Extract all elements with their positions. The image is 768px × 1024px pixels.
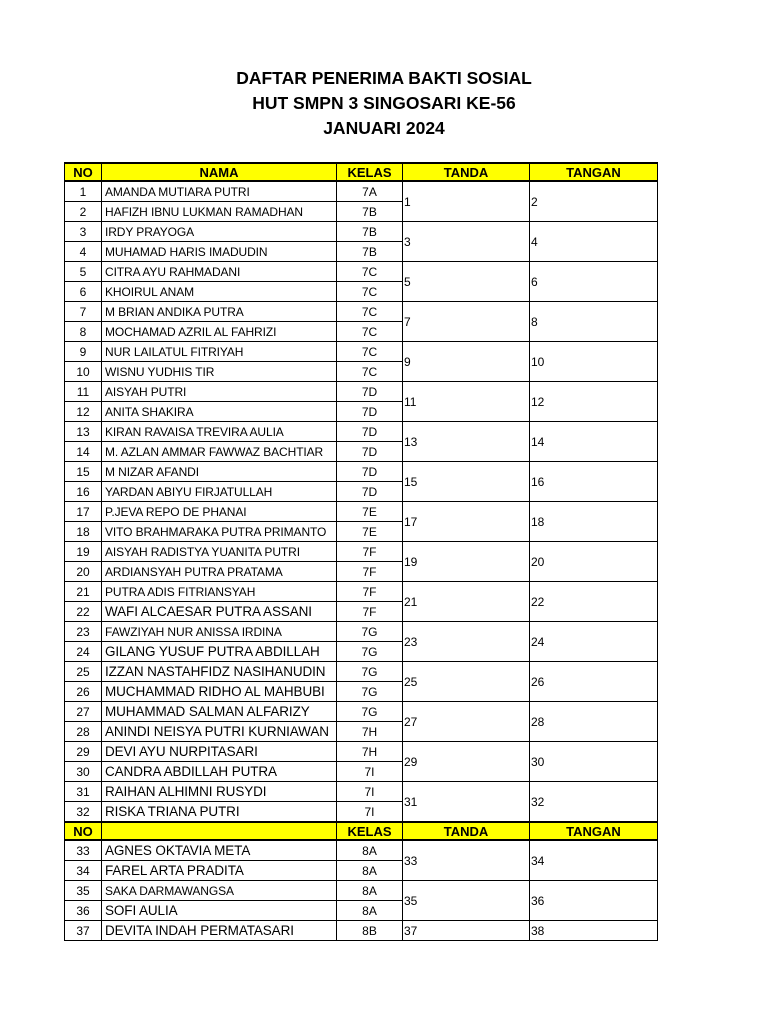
table-row (65, 881, 658, 901)
header-tanda: TANDA (403, 163, 530, 181)
recipient-name: M NIZAR AFANDI (102, 462, 337, 482)
recipient-name: WISNU YUDHIS TIR (102, 362, 337, 382)
signature-cell-tanda[interactable] (403, 840, 530, 881)
table-row (65, 702, 658, 722)
row-number: 5 (65, 262, 102, 282)
recipient-class: 7F (337, 562, 403, 582)
title-line-2: HUT SMPN 3 SINGOSARI KE-56 (252, 93, 516, 113)
table-row (65, 462, 658, 482)
signature-cell-tangan[interactable] (530, 622, 658, 662)
recipient-class: 7B (337, 222, 403, 242)
recipient-class: 7E (337, 502, 403, 522)
recipient-class: 7D (337, 402, 403, 422)
recipient-name: P.JEVA REPO DE PHANAI (102, 502, 337, 522)
recipient-name: MUCHAMMAD RIDHO AL MAHBUBI (102, 682, 337, 702)
recipient-name: FAWZIYAH NUR ANISSA IRDINA (102, 622, 337, 642)
recipient-class: 8A (337, 901, 403, 921)
row-number: 10 (65, 362, 102, 382)
signature-cell-tanda[interactable] (403, 382, 530, 422)
signature-cell-tangan[interactable] (530, 222, 658, 262)
recipient-name: AISYAH PUTRI (102, 382, 337, 402)
row-number: 2 (65, 202, 102, 222)
signature-cell-tanda[interactable] (403, 662, 530, 702)
signature-number: 37 (404, 923, 418, 938)
recipient-class: 7G (337, 662, 403, 682)
header-nama (102, 822, 337, 840)
recipient-name: DEVI AYU NURPITASARI (102, 742, 337, 762)
signature-number: 26 (531, 674, 545, 689)
recipient-class: 7G (337, 702, 403, 722)
signature-cell-tanda[interactable] (403, 881, 530, 921)
recipient-class: 8A (337, 881, 403, 901)
row-number: 35 (65, 881, 102, 901)
signature-cell-tangan[interactable] (530, 462, 658, 502)
recipient-name: DEVITA INDAH PERMATASARI (102, 921, 337, 941)
row-number: 25 (65, 662, 102, 682)
signature-number: 11 (404, 394, 417, 409)
signature-number: 35 (404, 893, 418, 908)
recipient-class: 7G (337, 642, 403, 662)
signature-number: 17 (404, 514, 418, 529)
header-nama: NAMA (102, 163, 337, 181)
recipient-name: VITO BRAHMARAKA PUTRA PRIMANTO (102, 522, 337, 542)
recipient-name: WAFI ALCAESAR PUTRA ASSANI (102, 602, 337, 622)
recipient-name: YARDAN ABIYU FIRJATULLAH (102, 482, 337, 502)
header-tangan: TANGAN (530, 822, 658, 840)
recipient-name: FAREL ARTA PRADITA (102, 861, 337, 881)
recipient-name: HAFIZH IBNU LUKMAN RAMADHAN (102, 202, 337, 222)
row-number: 8 (65, 322, 102, 342)
signature-cell-tangan[interactable] (530, 342, 658, 382)
recipient-name: AMANDA MUTIARA PUTRI (102, 181, 337, 202)
signature-number: 36 (531, 893, 545, 908)
row-number: 31 (65, 782, 102, 802)
recipient-class: 7E (337, 522, 403, 542)
recipient-name: CITRA AYU RAHMADANI (102, 262, 337, 282)
recipient-name: IRDY PRAYOGA (102, 222, 337, 242)
signature-number: 34 (531, 853, 545, 868)
table-row (65, 181, 658, 202)
recipient-class: 7C (337, 262, 403, 282)
table-row (65, 742, 658, 762)
recipient-class: 7G (337, 682, 403, 702)
signature-number: 2 (531, 194, 538, 209)
recipient-name: KIRAN RAVAISA TREVIRA AULIA (102, 422, 337, 442)
recipient-class: 7I (337, 762, 403, 782)
signature-cell-tanda[interactable] (403, 921, 530, 941)
recipient-name: NUR LAILATUL FITRIYAH (102, 342, 337, 362)
recipient-name: M BRIAN ANDIKA PUTRA (102, 302, 337, 322)
recipient-class: 8B (337, 921, 403, 941)
header-tangan: TANGAN (530, 163, 658, 181)
recipient-class: 7B (337, 202, 403, 222)
signature-number: 4 (531, 234, 538, 249)
signature-cell-tanda[interactable] (403, 702, 530, 742)
row-number: 34 (65, 861, 102, 881)
signature-number: 5 (404, 274, 411, 289)
signature-number: 23 (404, 634, 418, 649)
row-number: 12 (65, 402, 102, 422)
signature-cell-tangan[interactable] (530, 662, 658, 702)
row-number: 26 (65, 682, 102, 702)
signature-cell-tangan[interactable] (530, 302, 658, 342)
recipient-name: MUHAMMAD SALMAN ALFARIZY (102, 702, 337, 722)
signature-cell-tanda[interactable] (403, 622, 530, 662)
title-line-1: DAFTAR PENERIMA BAKTI SOSIAL (236, 68, 532, 88)
signature-cell-tangan[interactable] (530, 840, 658, 881)
recipient-class: 7H (337, 742, 403, 762)
row-number: 28 (65, 722, 102, 742)
table-row (65, 921, 658, 941)
table-row (65, 342, 658, 362)
signature-number: 22 (531, 594, 545, 609)
signature-number: 20 (531, 554, 545, 569)
signature-cell-tangan[interactable] (530, 702, 658, 742)
row-number: 22 (65, 602, 102, 622)
header-no: NO (65, 822, 102, 840)
row-number: 14 (65, 442, 102, 462)
signature-number: 9 (404, 354, 411, 369)
signature-cell-tangan[interactable] (530, 542, 658, 582)
table-row (65, 502, 658, 522)
recipient-class: 8A (337, 840, 403, 861)
recipient-name: KHOIRUL ANAM (102, 282, 337, 302)
recipient-class: 7C (337, 322, 403, 342)
recipient-class: 7I (337, 802, 403, 823)
signature-cell-tanda[interactable] (403, 462, 530, 502)
title-line-3: JANUARI 2024 (323, 118, 445, 138)
recipient-class: 7C (337, 342, 403, 362)
row-number: 30 (65, 762, 102, 782)
table-row (65, 422, 658, 442)
recipient-table-body (65, 163, 658, 941)
signature-cell-tanda[interactable] (403, 302, 530, 342)
signature-cell-tangan[interactable] (530, 881, 658, 921)
header-tanda: TANDA (403, 822, 530, 840)
recipient-name: GILANG YUSUF PUTRA ABDILLAH (102, 642, 337, 662)
row-number: 16 (65, 482, 102, 502)
recipient-name: SOFI AULIA (102, 901, 337, 921)
signature-number: 8 (531, 314, 538, 329)
recipient-class: 7B (337, 242, 403, 262)
recipient-class: 7C (337, 362, 403, 382)
recipient-name: MOCHAMAD AZRIL AL FAHRIZI (102, 322, 337, 342)
document-title-block (0, 66, 768, 141)
row-number: 6 (65, 282, 102, 302)
signature-number: 24 (531, 634, 545, 649)
recipient-name: ARDIANSYAH PUTRA PRATAMA (102, 562, 337, 582)
row-number: 32 (65, 802, 102, 823)
header-kelas: KELAS (337, 822, 403, 840)
row-number: 27 (65, 702, 102, 722)
table-header-row (65, 163, 658, 181)
row-number: 20 (65, 562, 102, 582)
signature-number: 30 (531, 754, 545, 769)
row-number: 36 (65, 901, 102, 921)
row-number: 1 (65, 181, 102, 202)
row-number: 3 (65, 222, 102, 242)
table-row (65, 302, 658, 322)
header-kelas: KELAS (337, 163, 403, 181)
signature-cell-tanda[interactable] (403, 502, 530, 542)
recipient-class: 7C (337, 282, 403, 302)
signature-number: 10 (531, 354, 545, 369)
recipient-name: MUHAMAD HARIS IMADUDIN (102, 242, 337, 262)
section-header-row (65, 822, 658, 840)
recipient-table-sheet (64, 162, 658, 944)
recipient-class: 7F (337, 602, 403, 622)
signature-number: 1 (404, 194, 411, 209)
recipient-name: PUTRA ADIS FITRIANSYAH (102, 582, 337, 602)
recipient-name: AGNES OKTAVIA META (102, 840, 337, 861)
table-row (65, 262, 658, 282)
signature-cell-tanda[interactable] (403, 782, 530, 823)
recipient-class: 7G (337, 622, 403, 642)
row-number: 23 (65, 622, 102, 642)
table-row (65, 542, 658, 562)
signature-number: 33 (404, 853, 418, 868)
recipient-class: 7H (337, 722, 403, 742)
row-number: 33 (65, 840, 102, 861)
signature-cell-tangan[interactable] (530, 582, 658, 622)
signature-number: 29 (404, 754, 418, 769)
signature-number: 32 (531, 794, 545, 809)
row-number: 11 (65, 382, 102, 402)
table-row (65, 382, 658, 402)
signature-number: 28 (531, 714, 545, 729)
row-number: 7 (65, 302, 102, 322)
signature-cell-tangan[interactable] (530, 502, 658, 542)
signature-number: 7 (404, 314, 411, 329)
row-number: 37 (65, 921, 102, 941)
signature-number: 25 (404, 674, 418, 689)
signature-cell-tanda[interactable] (403, 422, 530, 462)
signature-cell-tangan[interactable] (530, 181, 658, 222)
row-number: 19 (65, 542, 102, 562)
recipient-name: IZZAN NASTAHFIDZ NASIHANUDIN (102, 662, 337, 682)
signature-cell-tangan[interactable] (530, 422, 658, 462)
signature-number: 13 (404, 434, 418, 449)
recipient-class: 7D (337, 382, 403, 402)
signature-cell-tangan[interactable] (530, 782, 658, 823)
signature-cell-tangan[interactable] (530, 921, 658, 941)
signature-number: 27 (404, 714, 418, 729)
signature-number: 14 (531, 434, 545, 449)
recipient-class: 7A (337, 181, 403, 202)
row-number: 24 (65, 642, 102, 662)
recipient-class: 7C (337, 302, 403, 322)
signature-cell-tanda[interactable] (403, 742, 530, 782)
recipient-class: 7D (337, 442, 403, 462)
recipient-class: 7D (337, 422, 403, 442)
table-row (65, 622, 658, 642)
signature-cell-tangan[interactable] (530, 382, 658, 422)
signature-number: 19 (404, 554, 418, 569)
signature-cell-tanda[interactable] (403, 582, 530, 622)
recipient-table (64, 162, 658, 941)
recipient-name: AISYAH RADISTYA YUANITA PUTRI (102, 542, 337, 562)
recipient-name: RISKA TRIANA PUTRI (102, 802, 337, 823)
row-number: 13 (65, 422, 102, 442)
row-number: 29 (65, 742, 102, 762)
table-row (65, 582, 658, 602)
signature-cell-tangan[interactable] (530, 742, 658, 782)
signature-number: 15 (404, 474, 418, 489)
table-row (65, 782, 658, 802)
row-number: 4 (65, 242, 102, 262)
signature-cell-tanda[interactable] (403, 262, 530, 302)
row-number: 17 (65, 502, 102, 522)
signature-cell-tanda[interactable] (403, 342, 530, 382)
table-row (65, 662, 658, 682)
row-number: 21 (65, 582, 102, 602)
recipient-name: CANDRA ABDILLAH PUTRA (102, 762, 337, 782)
signature-number: 16 (531, 474, 545, 489)
recipient-name: M. AZLAN AMMAR FAWWAZ BACHTIAR (102, 442, 337, 462)
row-number: 18 (65, 522, 102, 542)
signature-number: 21 (404, 594, 418, 609)
signature-cell-tanda[interactable] (403, 222, 530, 262)
recipient-class: 8A (337, 861, 403, 881)
signature-number: 18 (531, 514, 545, 529)
signature-number: 31 (404, 794, 418, 809)
recipient-class: 7I (337, 782, 403, 802)
table-row (65, 840, 658, 861)
table-row (65, 222, 658, 242)
recipient-class: 7F (337, 582, 403, 602)
signature-cell-tangan[interactable] (530, 262, 658, 302)
recipient-name: ANINDI NEISYA PUTRI KURNIAWAN (102, 722, 337, 742)
recipient-name: ANITA SHAKIRA (102, 402, 337, 422)
recipient-class: 7F (337, 542, 403, 562)
recipient-class: 7D (337, 482, 403, 502)
recipient-name: RAIHAN ALHIMNI RUSYDI (102, 782, 337, 802)
header-no: NO (65, 163, 102, 181)
signature-cell-tanda[interactable] (403, 542, 530, 582)
signature-number: 6 (531, 274, 538, 289)
signature-number: 3 (404, 234, 411, 249)
row-number: 15 (65, 462, 102, 482)
signature-cell-tanda[interactable] (403, 181, 530, 222)
recipient-class: 7D (337, 462, 403, 482)
signature-number: 38 (531, 923, 545, 938)
recipient-name: SAKA DARMAWANGSA (102, 881, 337, 901)
row-number: 9 (65, 342, 102, 362)
signature-number: 12 (531, 394, 545, 409)
